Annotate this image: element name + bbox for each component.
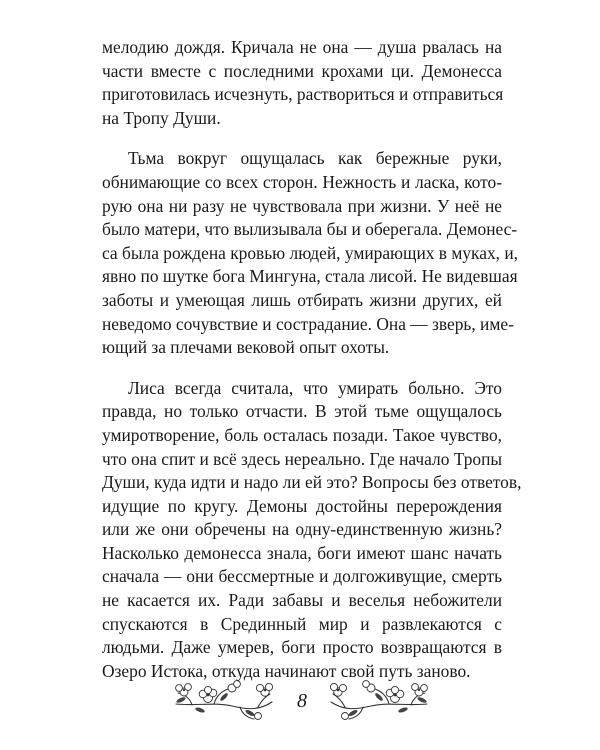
text-line: Тьма вокруг ощущалась как бережные руки, (128, 148, 502, 169)
floral-branch-icon (328, 676, 433, 728)
text-line: не касается их. Ради забавы и веселья небожители (102, 590, 502, 611)
text-line: ющий за плечами вековой опыт охоты. (102, 337, 390, 358)
text-line: неведомо сочувствие и сострадание. Она — зверь, име- (102, 313, 514, 334)
text-line: Насколько демонесса знала, боги имеют шанс начать (102, 542, 502, 563)
text-line: са была рождена кровью людей, умирающих в муках, и, (102, 242, 518, 263)
text-line: умиротворение, боль осталась позади. Такое чувство, (102, 424, 502, 445)
paragraph (102, 377, 522, 684)
text-line: части вместе с последними крохами ци. Демонесса (102, 60, 502, 81)
text-line: людьми. Даже умерев, боги просто возвращаются в (102, 637, 502, 658)
text-line: мелодию дождя. Кричала не она — душа рвалась на (102, 37, 502, 57)
paragraph (102, 36, 502, 130)
text-line: обнимающие со всех сторон. Нежность и ласка, кото- (102, 171, 502, 192)
text-line: на Тропу Души. (102, 107, 221, 128)
text-line: или же они обречены на одну-единственную жизнь? (102, 519, 502, 540)
text-line: сначала — они бессмертные и долгоживущие, смерть (102, 566, 502, 587)
text-line: Души, куда идти и надо ли ей это? Вопросы без ответов, (102, 472, 522, 493)
text-line: идущие по кругу. Демоны достойны перерождения (102, 495, 502, 516)
text-line: что она спит и всё здесь нереально. Где начало Тропы (102, 448, 503, 469)
text-line: Лиса всегда считала, что умирать больно. Это (128, 377, 502, 398)
body-text (102, 36, 522, 683)
page-footer (0, 676, 600, 736)
text-line: заботы и умеющая лишь отбирать жизни других, ей (102, 289, 502, 310)
text-line: Озеро Истока, откуда начинают свой путь заново. (102, 660, 471, 681)
text-line: явно по шутке бога Мингуна, стала лисой. Не видевшая (102, 266, 518, 287)
text-line: приготовилась исчезнуть, раствориться и отправиться (102, 84, 504, 105)
text-line: спускаются в Срединный мир и развлекаются с (102, 613, 502, 634)
text-line: правда, но только отчасти. В этой тьме ощущалось (102, 401, 502, 422)
text-line: рую она ни разу не чувствовала при жизни. У неё не (102, 195, 502, 216)
paragraph (102, 147, 518, 359)
text-line: было матери, что вылизывала бы и оберегала. Демонес- (102, 219, 518, 240)
page-number: 8 (297, 690, 307, 712)
floral-branch-icon (170, 676, 275, 728)
